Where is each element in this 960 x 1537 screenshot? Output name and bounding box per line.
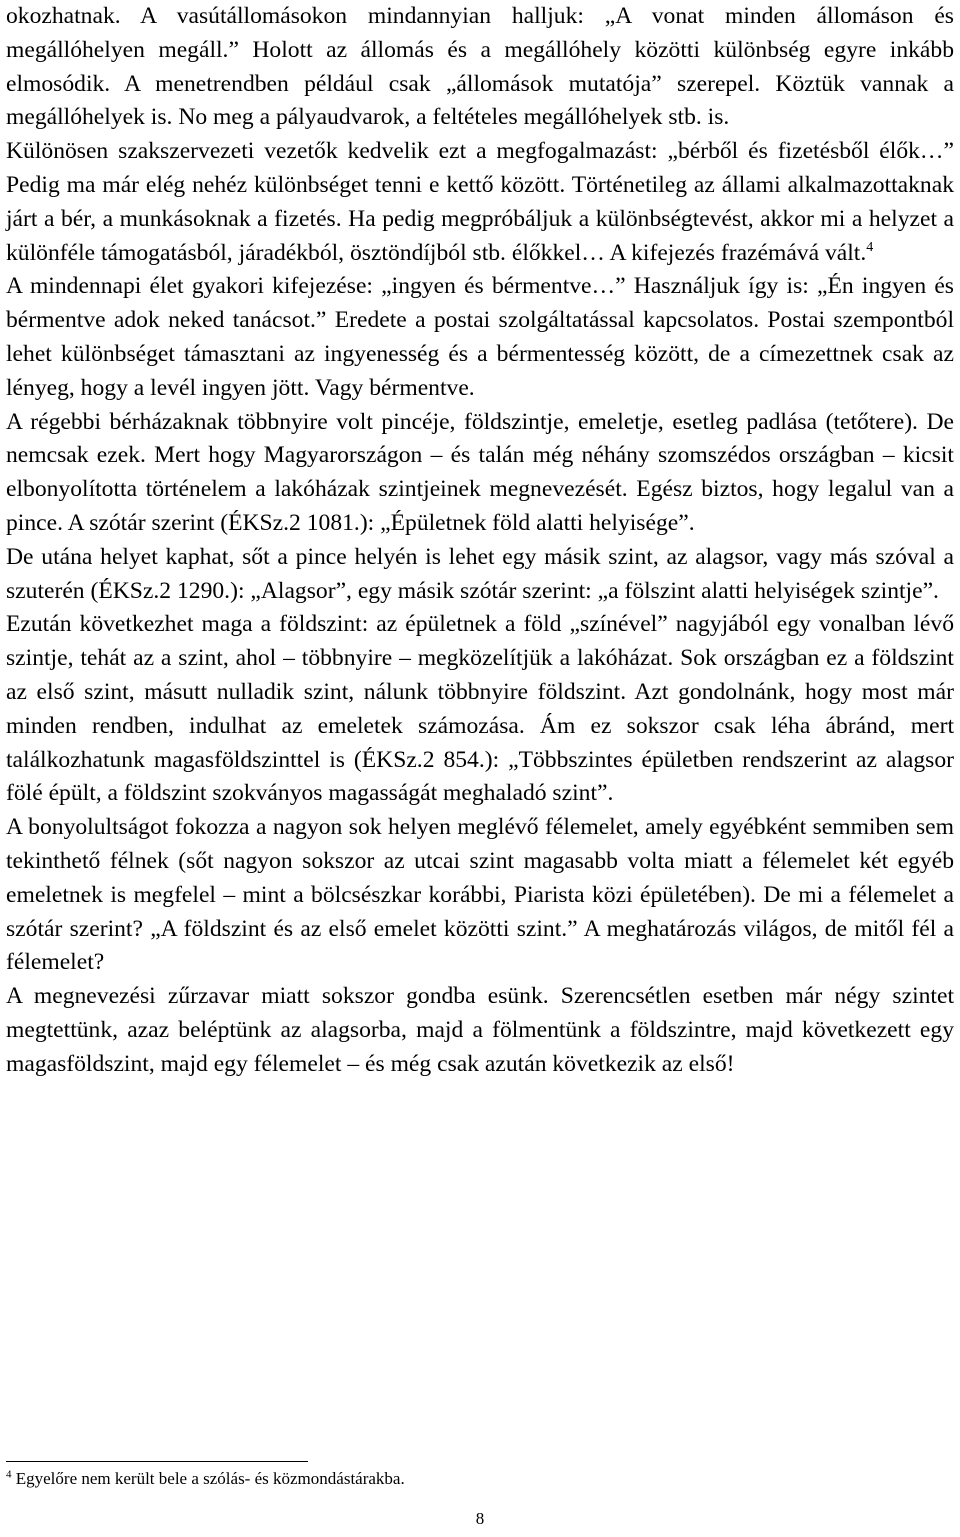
- paragraph-6: Ezután következhet maga a földszint: az épületnek a föld „színével” nagyjából egy vonalban lévő szintje, tehát az a szint, ahol – többnyire – megközelítjük a lakóházat. Sok országban ez a földszint az első szint, másutt nulladik szint, nálunk többnyire földszint. Azt gondolnánk, hogy most már minden rendben, indulhat az emeletek számozása. Ám ez sokszor csak léha ábránd, mert találkozhatunk magasföldszinttel is (ÉKSz.2 854.): „Többszintes épületben rendszerint az alagsor fölé épült, a földszint szokványos magasságát meghaladó szint”.: [6, 611, 954, 807]
- footnote-reference: 4: [866, 239, 874, 255]
- footnote-separator: [6, 1461, 308, 1462]
- paragraph-3: A mindennapi élet gyakori kifejezése: „ingyen és bérmentve…” Használjuk így is: „Én ingyen és bérmentve adok neked tanácsot.” Eredete a postai szolgáltatással kapcsolatos. Postai szempontból lehet különbséget támasztani az ingyenesség és a bérmentesség között, de a címezettnek csak az lényeg, hogy a levél ingyen jött. Vagy bérmentve.: [6, 273, 954, 401]
- paragraph-5: De utána helyet kaphat, sőt a pince helyén is lehet egy másik szint, az alagsor, vagy más szóval a szuterén (ÉKSz.2 1290.): „Alagsor”, egy másik szótár szerint: „a fölszint alatti helyiségek szintje”.: [6, 543, 954, 604]
- paragraph-2: [6, 135, 954, 270]
- paragraph-4: A régebbi bérházaknak többnyire volt pincéje, földszintje, emeletje, esetleg padlása (tetőtere). De nemcsak ezek. Mert hogy Magyarországon – és talán még néhány szomszédos országban – kicsit elbonyolította történelem a lakóházak szintjeinek megnevezését. Egész biztos, hogy legalul van a pince. A szótár szerint (ÉKSz.2 1081.): „Épületnek föld alatti helyisége”.: [6, 408, 954, 536]
- paragraph-7: A bonyolultságot fokozza a nagyon sok helyen meglévő félemelet, amely egyébként semmiben sem tekinthető félnek (sőt nagyon sokszor az utcai szint magasabb volta miatt a félemelet két egyéb emeletnek is megfelel – mint a bölcsészkar korábbi, Piarista közi épületében). De mi a félemelet a szótár szerint? „A földszint és az első emelet közötti szint.” A meghatározás világos, de mitől fél a félemelet?: [6, 814, 954, 976]
- body-text: [6, 0, 954, 1082]
- footnote-text: Egyelőre nem került bele a szólás- és közmondástárakba.: [15, 1469, 405, 1488]
- page-number: 8: [475, 1509, 485, 1528]
- footnote: [6, 1468, 405, 1490]
- footnote-number: 4: [6, 1468, 12, 1481]
- paragraph-2-text: Különösen szakszervezeti vezetők kedvelik ezt a megfogalmazást: „bérből és fizetésből élők…” Pedig ma már elég nehéz különbséget tenni e kettő között. Történetileg az állami alkalmazottaknak járt a bér, a munkásoknak a fizetés. Ha pedig megpróbáljuk a különbségtevést, akkor mi a helyzet a különféle támogatásból, járadékból, ösztöndíjból stb. élőkkel… A kifejezés frazémává vált.: [6, 138, 954, 266]
- paragraph-8: A megnevezési zűrzavar miatt sokszor gondba esünk. Szerencsétlen esetben már négy szintet megtettünk, azaz beléptünk az alagsorba, majd a fölmentünk a földszintre, majd következett egy magasföldszint, majd egy félemelet – és még csak azután következik az első!: [6, 983, 954, 1077]
- paragraph-1: okozhatnak. A vasútállomásokon mindannyian halljuk: „A vonat minden állomáson és megállóhelyen megáll.” Holott az állomás és a megállóhely közötti különbség egyre inkább elmosódik. A menetrendben például csak „állomások mutatója” szerepel. Köztük vannak a megállóhelyek is. No meg a pályaudvarok, a feltételes megállóhelyek stb. is.: [6, 3, 954, 131]
- document-page: [6, 0, 954, 1537]
